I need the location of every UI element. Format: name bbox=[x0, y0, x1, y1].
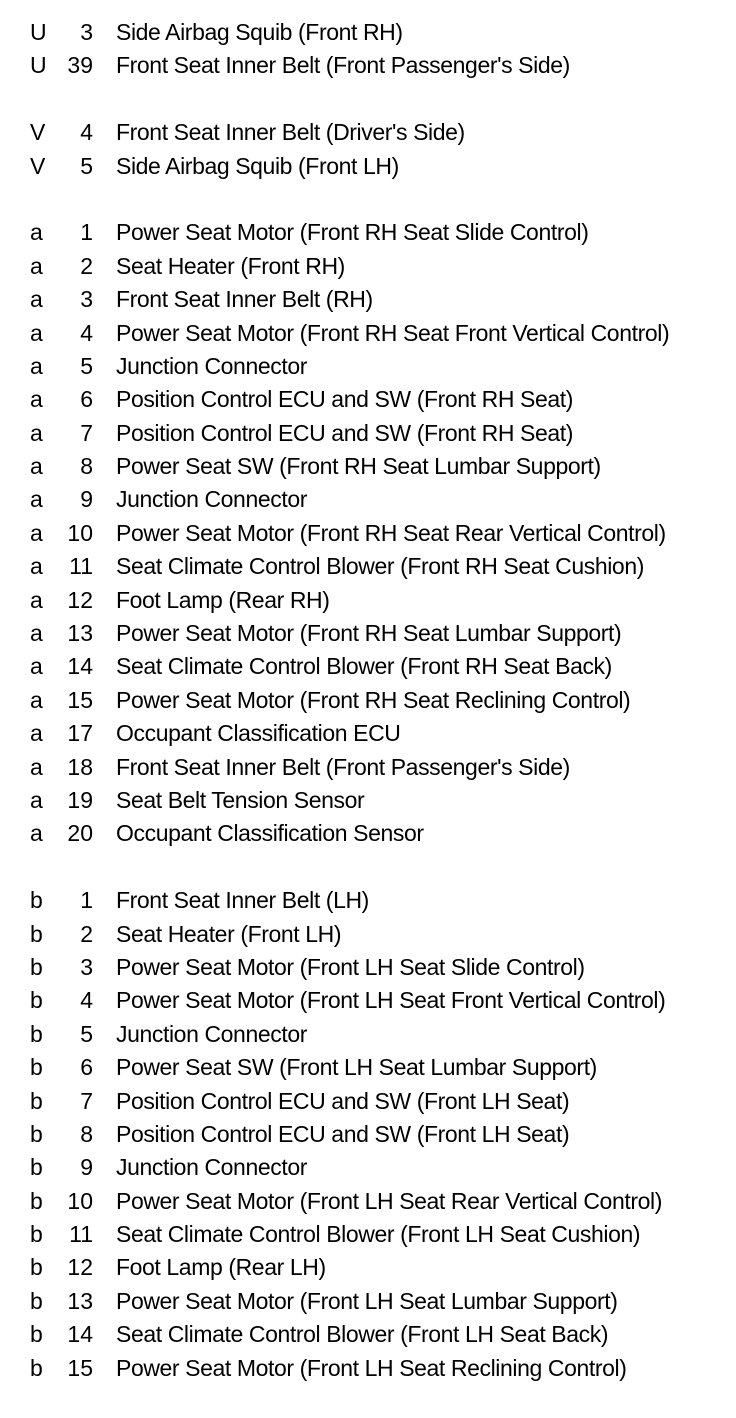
pin-number: 7 bbox=[80, 1087, 93, 1114]
connector-row bbox=[0, 984, 736, 1017]
connector-code: b bbox=[30, 1287, 43, 1314]
connector-code: a bbox=[30, 486, 43, 513]
connector-row bbox=[0, 1018, 736, 1051]
pin-number: 10 bbox=[67, 1187, 93, 1214]
connector-code: a bbox=[30, 820, 43, 847]
connector-row bbox=[0, 550, 736, 583]
component-description: Power Seat Motor (Front LH Seat Rear Vertical Control) bbox=[116, 1187, 662, 1214]
connector-row bbox=[0, 784, 736, 817]
connector-code: a bbox=[30, 786, 43, 813]
component-description: Seat Climate Control Blower (Front LH Seat Cushion) bbox=[116, 1221, 641, 1248]
connector-row bbox=[0, 751, 736, 784]
component-description: Side Airbag Squib (Front LH) bbox=[116, 152, 399, 179]
connector-code: a bbox=[30, 519, 43, 546]
connector-row bbox=[0, 483, 736, 516]
component-description: Seat Heater (Front RH) bbox=[116, 252, 345, 279]
component-description: Position Control ECU and SW (Front LH Seat) bbox=[116, 1120, 570, 1147]
connector-code: a bbox=[30, 319, 43, 346]
pin-number: 3 bbox=[80, 19, 93, 45]
pin-number: 9 bbox=[80, 486, 93, 513]
connector-code: U bbox=[30, 52, 47, 79]
component-description: Power Seat Motor (Front RH Seat Slide Control) bbox=[116, 219, 589, 246]
component-description: Front Seat Inner Belt (LH) bbox=[116, 887, 369, 914]
pin-number: 15 bbox=[67, 686, 93, 713]
pin-number: 14 bbox=[67, 653, 93, 680]
component-description: Junction Connector bbox=[116, 1154, 307, 1181]
connector-row bbox=[0, 283, 736, 316]
component-description: Junction Connector bbox=[116, 1020, 307, 1047]
connector-code: V bbox=[30, 119, 46, 146]
connector-code: V bbox=[30, 152, 46, 179]
connector-code: b bbox=[30, 1187, 43, 1214]
pin-number: 11 bbox=[69, 1221, 93, 1248]
pin-number: 19 bbox=[67, 786, 93, 813]
connector-row bbox=[0, 1352, 736, 1385]
pin-number: 3 bbox=[80, 953, 93, 980]
connector-code: a bbox=[30, 419, 43, 446]
component-description: Power Seat Motor (Front RH Seat Rear Vertical Control) bbox=[116, 519, 666, 546]
connector-code: b bbox=[30, 1154, 43, 1181]
component-description: Front Seat Inner Belt (RH) bbox=[116, 286, 373, 313]
component-description: Front Seat Inner Belt (Front Passenger's Side) bbox=[116, 753, 570, 780]
component-description: Power Seat Motor (Front RH Seat Reclining Control) bbox=[116, 686, 631, 713]
connector-code: a bbox=[30, 352, 43, 379]
connector-code: a bbox=[30, 252, 43, 279]
connector-code: U bbox=[30, 19, 47, 45]
pin-number: 13 bbox=[67, 1287, 93, 1314]
component-description: Power Seat Motor (Front RH Seat Lumbar Support) bbox=[116, 620, 622, 647]
pin-number: 5 bbox=[80, 352, 93, 379]
connector-code: b bbox=[30, 987, 43, 1014]
connector-code: a bbox=[30, 753, 43, 780]
pin-number: 6 bbox=[80, 1054, 93, 1081]
connector-row bbox=[0, 517, 736, 550]
connector-code: a bbox=[30, 586, 43, 613]
pin-number: 6 bbox=[80, 386, 93, 413]
pin-number: 13 bbox=[67, 620, 93, 647]
connector-row bbox=[0, 1251, 736, 1284]
connector-row bbox=[0, 1118, 736, 1151]
connector-code: b bbox=[30, 953, 43, 980]
pin-number: 12 bbox=[67, 586, 93, 613]
component-description: Seat Climate Control Blower (Front RH Seat Cushion) bbox=[116, 553, 644, 580]
component-description: Power Seat SW (Front LH Seat Lumbar Support) bbox=[116, 1054, 597, 1081]
connector-code: a bbox=[30, 686, 43, 713]
pin-number: 4 bbox=[80, 119, 93, 146]
connector-row bbox=[0, 1185, 736, 1218]
component-description: Seat Heater (Front LH) bbox=[116, 920, 342, 947]
connector-row bbox=[0, 918, 736, 951]
component-description: Junction Connector bbox=[116, 352, 307, 379]
pin-number: 17 bbox=[67, 720, 93, 747]
connector-row bbox=[0, 1151, 736, 1184]
connector-code: b bbox=[30, 1087, 43, 1114]
connector-group bbox=[0, 216, 736, 850]
connector-row bbox=[0, 884, 736, 917]
component-description: Power Seat Motor (Front RH Seat Front Vertical Control) bbox=[116, 319, 670, 346]
component-description: Position Control ECU and SW (Front RH Seat) bbox=[116, 419, 574, 446]
component-description: Side Airbag Squib (Front RH) bbox=[116, 19, 403, 45]
pin-number: 9 bbox=[80, 1154, 93, 1181]
pin-number: 20 bbox=[67, 820, 93, 847]
component-description: Foot Lamp (Rear LH) bbox=[116, 1254, 326, 1281]
connector-row bbox=[0, 951, 736, 984]
connector-group bbox=[0, 116, 736, 183]
component-description: Seat Belt Tension Sensor bbox=[116, 786, 365, 813]
connector-row bbox=[0, 617, 736, 650]
pin-number: 4 bbox=[80, 987, 93, 1014]
pin-number: 5 bbox=[80, 1020, 93, 1047]
connector-code: b bbox=[30, 920, 43, 947]
connector-group bbox=[0, 16, 736, 83]
pin-number: 15 bbox=[67, 1354, 93, 1381]
connector-row bbox=[0, 250, 736, 283]
connector-row bbox=[0, 216, 736, 249]
connector-row bbox=[0, 317, 736, 350]
connector-row bbox=[0, 49, 736, 82]
connector-row bbox=[0, 16, 736, 49]
pin-number: 12 bbox=[67, 1254, 93, 1281]
component-description: Power Seat Motor (Front LH Seat Slide Control) bbox=[116, 953, 585, 980]
connector-row bbox=[0, 150, 736, 183]
component-description: Power Seat Motor (Front LH Seat Front Vertical Control) bbox=[116, 987, 666, 1014]
component-description: Front Seat Inner Belt (Driver's Side) bbox=[116, 119, 465, 146]
connector-code: b bbox=[30, 1020, 43, 1047]
connector-code: b bbox=[30, 1054, 43, 1081]
connector-row bbox=[0, 650, 736, 683]
pin-number: 14 bbox=[67, 1321, 93, 1348]
connector-row bbox=[0, 1285, 736, 1318]
pin-number: 3 bbox=[80, 286, 93, 313]
connector-code: a bbox=[30, 553, 43, 580]
component-description: Occupant Classification ECU bbox=[116, 720, 401, 747]
component-description: Power Seat Motor (Front LH Seat Lumbar Support) bbox=[116, 1287, 618, 1314]
connector-code: a bbox=[30, 653, 43, 680]
connector-code: b bbox=[30, 1221, 43, 1248]
pin-number: 10 bbox=[67, 519, 93, 546]
pin-number: 8 bbox=[80, 453, 93, 480]
connector-row bbox=[0, 584, 736, 617]
component-description: Seat Climate Control Blower (Front RH Seat Back) bbox=[116, 653, 612, 680]
pin-number: 18 bbox=[67, 753, 93, 780]
component-description: Foot Lamp (Rear RH) bbox=[116, 586, 330, 613]
connector-code: b bbox=[30, 1354, 43, 1381]
connector-row bbox=[0, 1051, 736, 1084]
connector-code: a bbox=[30, 286, 43, 313]
connector-code: b bbox=[30, 1120, 43, 1147]
connector-code: a bbox=[30, 219, 43, 246]
connector-group bbox=[0, 884, 736, 1385]
pin-number: 1 bbox=[80, 219, 93, 246]
connector-code: a bbox=[30, 720, 43, 747]
pin-number: 39 bbox=[67, 52, 93, 79]
pin-number: 7 bbox=[80, 419, 93, 446]
component-description: Position Control ECU and SW (Front RH Seat) bbox=[116, 386, 574, 413]
connector-row bbox=[0, 350, 736, 383]
pin-number: 1 bbox=[80, 887, 93, 914]
connector-list bbox=[0, 16, 736, 1418]
component-description: Front Seat Inner Belt (Front Passenger's Side) bbox=[116, 52, 570, 79]
connector-row bbox=[0, 1218, 736, 1251]
connector-row bbox=[0, 1085, 736, 1118]
connector-code: a bbox=[30, 453, 43, 480]
connector-code: b bbox=[30, 1321, 43, 1348]
connector-row bbox=[0, 383, 736, 416]
pin-number: 11 bbox=[69, 553, 93, 580]
component-description: Junction Connector bbox=[116, 486, 307, 513]
pin-number: 4 bbox=[80, 319, 93, 346]
connector-code: b bbox=[30, 887, 43, 914]
connector-row bbox=[0, 717, 736, 750]
connector-code: a bbox=[30, 620, 43, 647]
pin-number: 2 bbox=[80, 920, 93, 947]
pin-number: 5 bbox=[80, 152, 93, 179]
connector-row bbox=[0, 684, 736, 717]
connector-code: b bbox=[30, 1254, 43, 1281]
component-description: Seat Climate Control Blower (Front LH Seat Back) bbox=[116, 1321, 609, 1348]
component-description: Position Control ECU and SW (Front LH Seat) bbox=[116, 1087, 570, 1114]
connector-row bbox=[0, 817, 736, 850]
component-description: Power Seat Motor (Front LH Seat Reclining Control) bbox=[116, 1354, 627, 1381]
pin-number: 2 bbox=[80, 252, 93, 279]
component-description: Power Seat SW (Front RH Seat Lumbar Support) bbox=[116, 453, 601, 480]
component-description: Occupant Classification Sensor bbox=[116, 820, 424, 847]
connector-row bbox=[0, 450, 736, 483]
connector-row bbox=[0, 417, 736, 450]
connector-row bbox=[0, 116, 736, 149]
connector-code: a bbox=[30, 386, 43, 413]
connector-row bbox=[0, 1318, 736, 1351]
pin-number: 8 bbox=[80, 1120, 93, 1147]
